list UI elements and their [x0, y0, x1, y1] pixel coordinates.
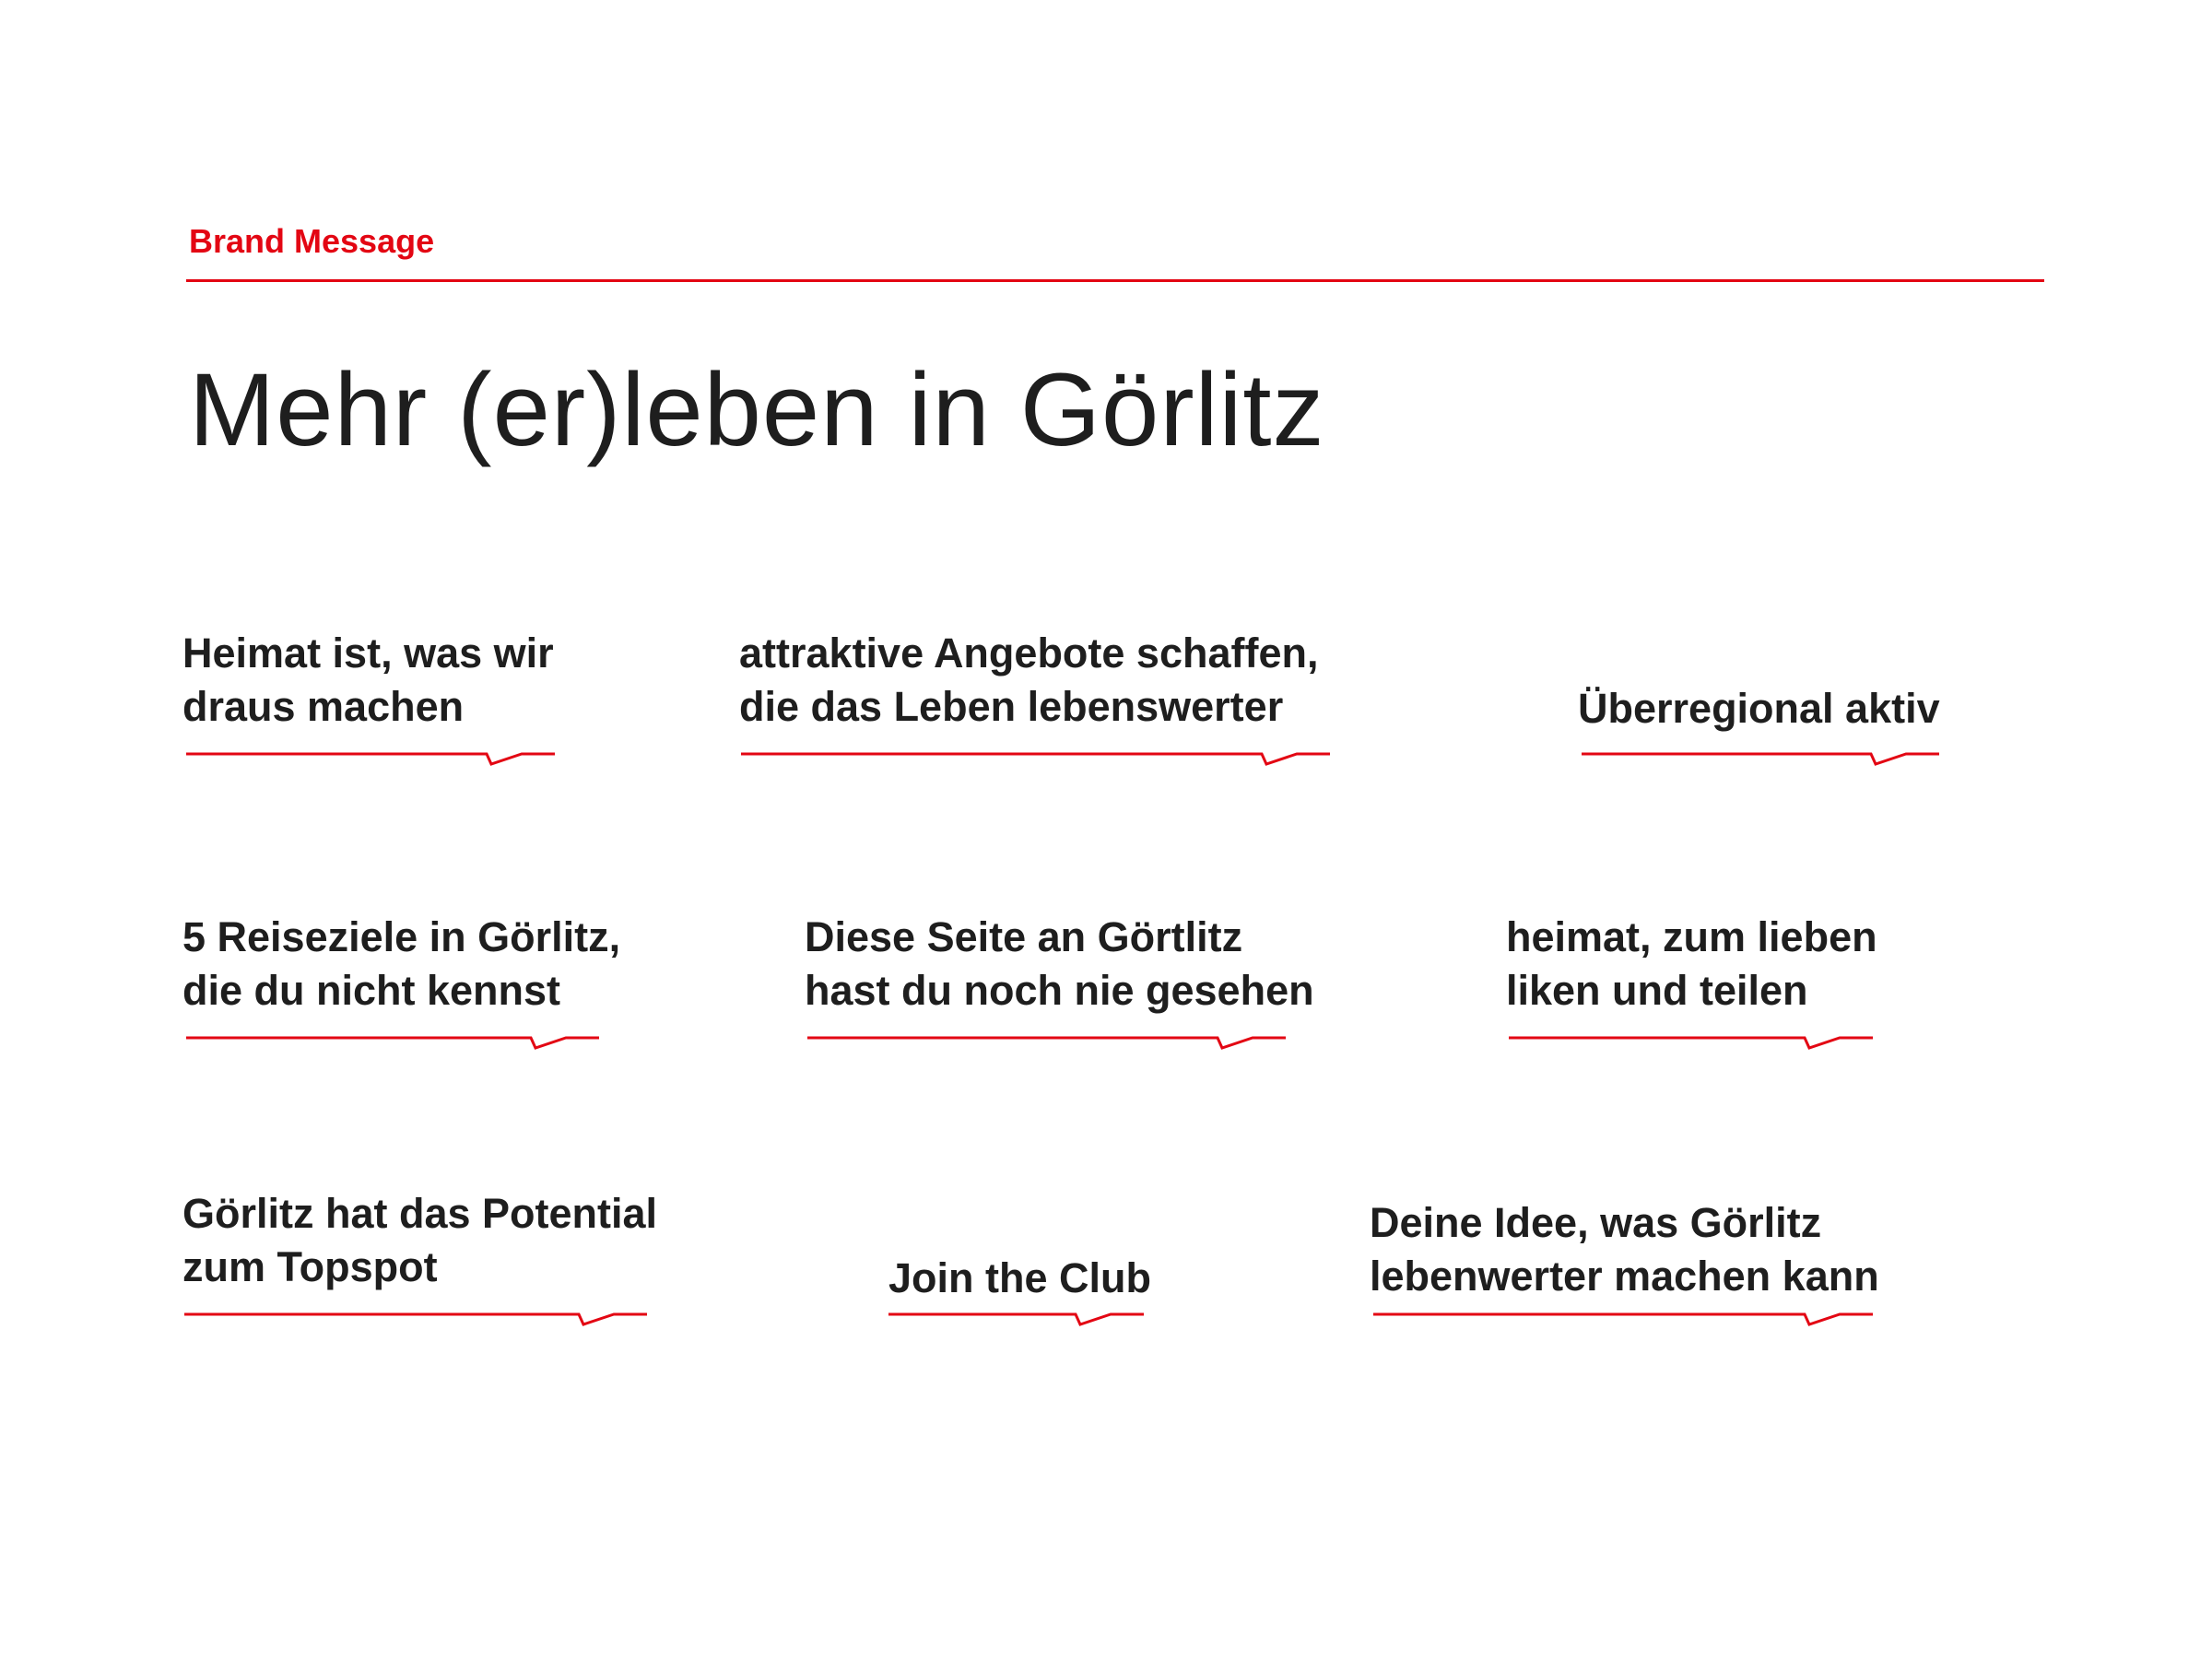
speech-underline-icon	[1578, 748, 1947, 767]
speech-underline-icon	[1370, 1309, 1886, 1327]
message-bubble	[739, 627, 1318, 734]
message-text: attraktive Angebote schaffen, die das Leben lebenswerter	[739, 629, 1319, 730]
message-text: Görlitz hat das Potential zum Topspot	[182, 1190, 658, 1290]
speech-underline-icon	[182, 1309, 662, 1327]
message-text: Heimat ist, was wir draus machen	[182, 629, 554, 730]
message-bubble	[182, 911, 620, 1018]
message-text: heimat, zum lieben liken und teilen	[1506, 913, 1877, 1014]
message-text: 5 Reiseziele in Görlitz, die du nicht kennst	[182, 913, 621, 1014]
message-bubble	[182, 1187, 657, 1294]
brand-divider	[186, 279, 2044, 282]
message-text: Überregional aktiv	[1578, 685, 1940, 732]
message-text: Join the Club	[888, 1254, 1151, 1301]
message-bubble	[182, 627, 554, 734]
message-text: Diese Seite an Görtlitz hast du noch nie gesehen	[805, 913, 1314, 1014]
page-title: Mehr (er)leben in Görlitz	[189, 352, 1325, 467]
speech-underline-icon	[888, 1309, 1156, 1327]
message-bubble	[1506, 911, 1877, 1018]
speech-underline-icon	[739, 748, 1338, 767]
speech-underline-icon	[805, 1032, 1302, 1051]
message-bubble	[888, 1252, 1151, 1305]
brand-message-label: Brand Message	[189, 222, 435, 260]
message-bubble	[1370, 1196, 1879, 1303]
message-text: Deine Idee, was Görlitz lebenwerter machen kann	[1370, 1199, 1879, 1300]
speech-underline-icon	[182, 1032, 606, 1051]
message-bubble	[1578, 682, 1940, 735]
speech-underline-icon	[182, 748, 560, 767]
message-bubble	[805, 911, 1314, 1018]
speech-underline-icon	[1506, 1032, 1884, 1051]
